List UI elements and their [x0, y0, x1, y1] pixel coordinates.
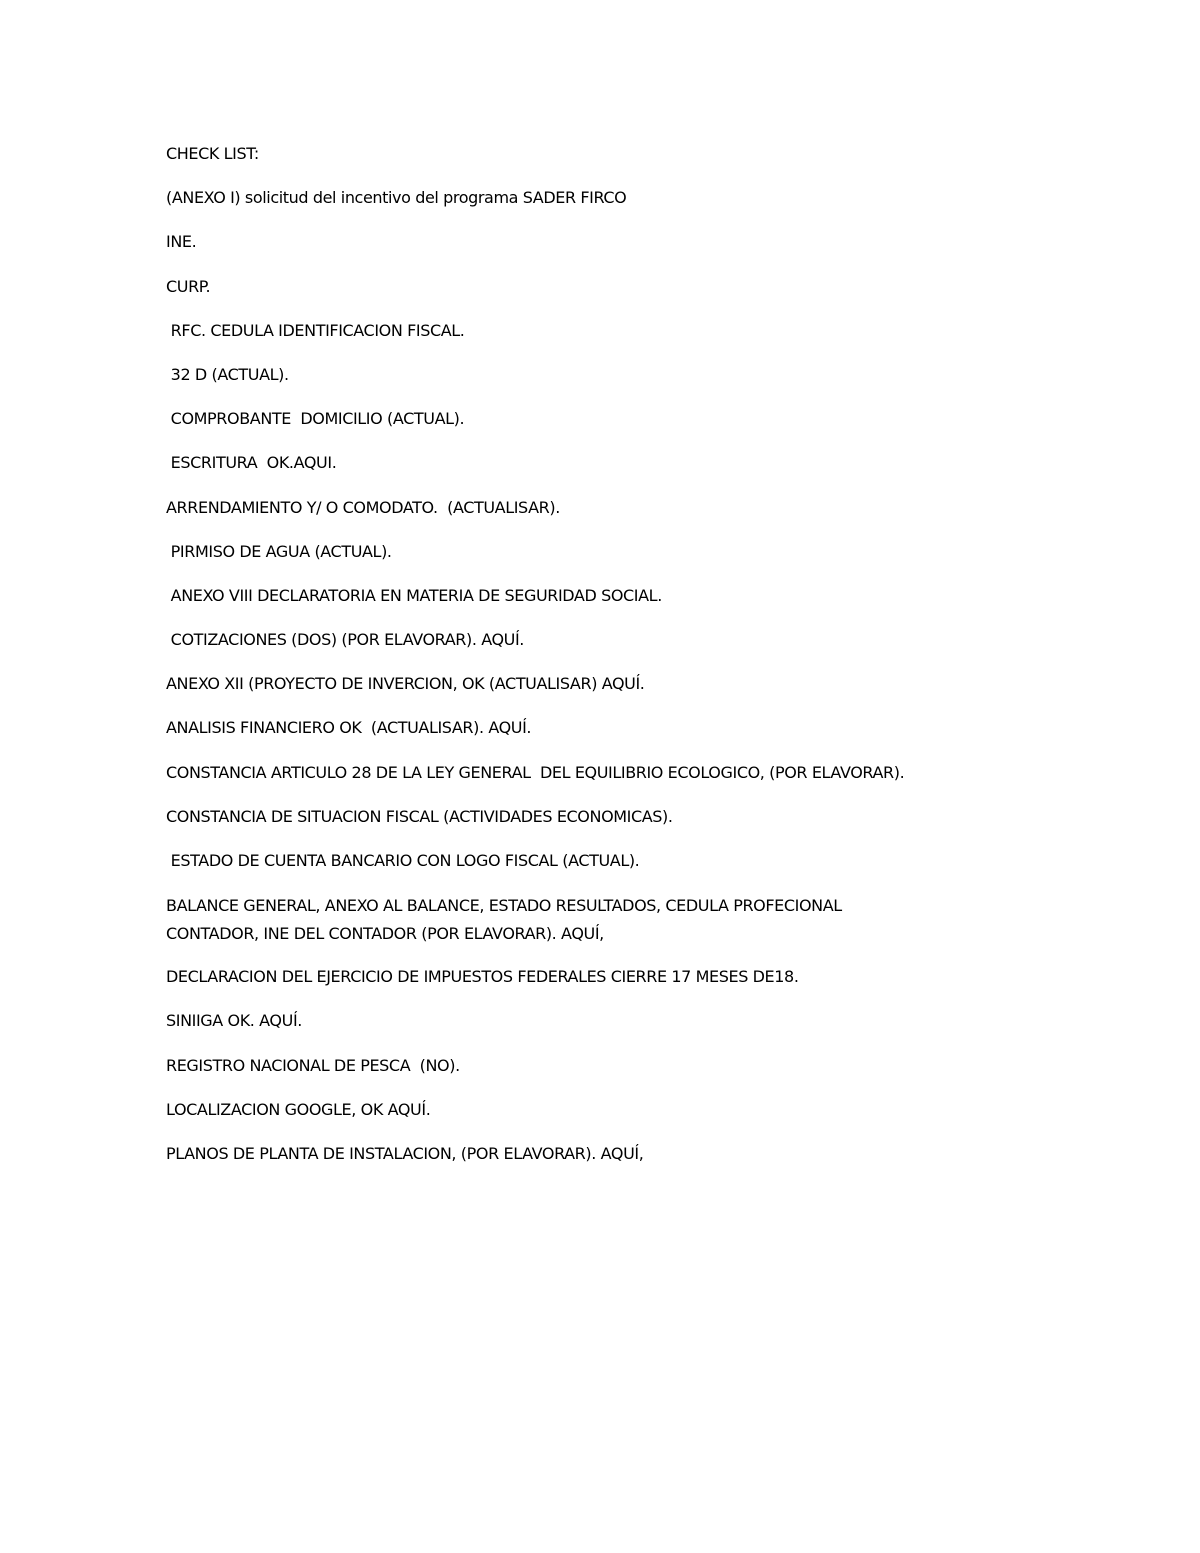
checklist-item: DECLARACION DEL EJERCICIO DE IMPUESTOS FEDERALES CIERRE 17 MESES DE18.: [166, 967, 799, 987]
checklist-heading: CHECK LIST:: [166, 144, 259, 163]
checklist-item: CONSTANCIA ARTICULO 28 DE LA LEY GENERAL DEL EQUILIBRIO ECOLOGICO, (POR ELAVORAR).: [166, 762, 905, 782]
checklist-item: SINIIGA OK. AQUÍ.: [166, 1011, 302, 1031]
checklist-item: ESTADO DE CUENTA BANCARIO CON LOGO FISCAL (ACTUAL).: [166, 851, 640, 870]
checklist-item: ANEXO XII (PROYECTO DE INVERCION, OK (ACTUALISAR) AQUÍ.: [166, 674, 645, 694]
checklist-item: LOCALIZACION GOOGLE, OK AQUÍ.: [166, 1099, 431, 1119]
checklist-item: COTIZACIONES (DOS) (POR ELAVORAR). AQUÍ.: [166, 630, 524, 650]
checklist-item-balance-line2: CONTADOR, INE DEL CONTADOR (POR ELAVORAR). AQUÍ,: [166, 924, 604, 944]
checklist-item: ANALISIS FINANCIERO OK (ACTUALISAR). AQUÍ.: [166, 718, 532, 738]
checklist-item: ESCRITURA OK.AQUI.: [166, 453, 337, 473]
checklist-item: INE.: [166, 232, 197, 252]
checklist-item: 32 D (ACTUAL).: [166, 364, 289, 384]
checklist-item: COMPROBANTE DOMICILIO (ACTUAL).: [166, 409, 465, 429]
checklist-item: RFC. CEDULA IDENTIFICACION FISCAL.: [166, 320, 465, 340]
checklist-item: CURP.: [166, 276, 211, 296]
checklist-item: (ANEXO I) solicitud del incentivo del programa SADER FIRCO: [166, 188, 627, 208]
checklist-item-balance: [166, 892, 1066, 964]
checklist-item-balance-line1: BALANCE GENERAL, ANEXO AL BALANCE, ESTADO RESULTADOS, CEDULA PROFECIONAL: [166, 896, 842, 916]
checklist-item: CONSTANCIA DE SITUACION FISCAL (ACTIVIDADES ECONOMICAS).: [166, 806, 673, 826]
checklist-item: ANEXO VIII DECLARATORIA EN MATERIA DE SEGURIDAD SOCIAL.: [166, 585, 662, 605]
checklist-item: PIRMISO DE AGUA (ACTUAL).: [166, 541, 392, 561]
checklist-item: REGISTRO NACIONAL DE PESCA (NO).: [166, 1055, 460, 1075]
checklist-item: ARRENDAMIENTO Y/ O COMODATO. (ACTUALISAR).: [166, 497, 560, 517]
checklist-item: PLANOS DE PLANTA DE INSTALACION, (POR ELAVORAR). AQUÍ,: [166, 1143, 644, 1163]
checklist-body: [166, 141, 1066, 1185]
